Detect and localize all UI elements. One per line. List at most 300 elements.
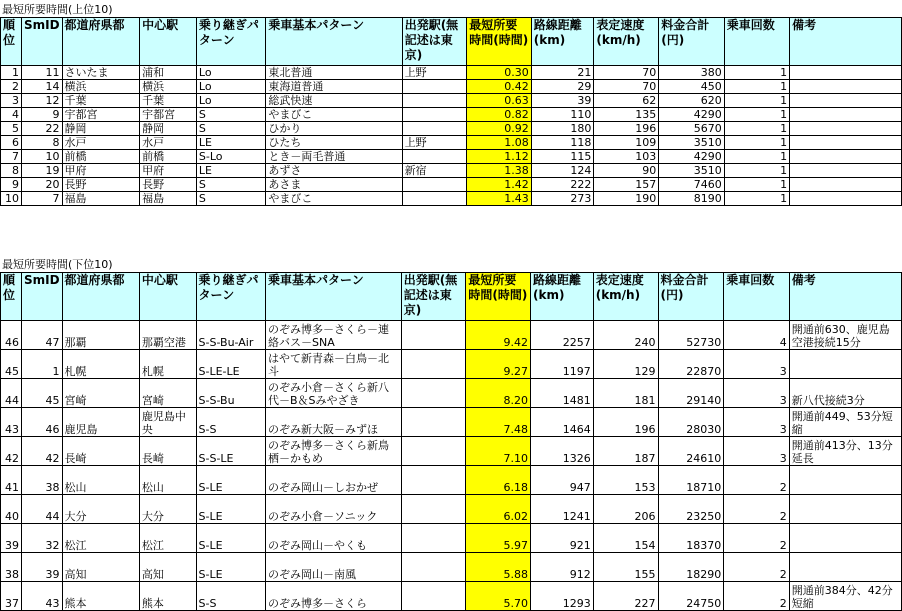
cell-central-station: 札幌 <box>139 350 196 379</box>
cell-basic-pattern: とき－両毛普通 <box>266 150 402 164</box>
cell-distance: 912 <box>530 553 593 582</box>
table-row <box>1 192 902 206</box>
cell-ride-count: 2 <box>724 524 790 553</box>
cell-central-station: 熊本 <box>139 582 196 611</box>
cell-distance: 273 <box>531 192 594 206</box>
cell-min-time: 5.70 <box>466 582 531 611</box>
cell-departure-station <box>401 350 466 379</box>
header-smid: SmID <box>21 18 62 66</box>
header-basic-pattern: 乗車基本パターン <box>266 18 402 66</box>
cell-smid: 32 <box>21 524 62 553</box>
cell-basic-pattern: やまびこ <box>266 192 402 206</box>
cell-remarks <box>789 524 901 553</box>
cell-prefecture: 水戸 <box>62 136 140 150</box>
cell-smid: 12 <box>21 94 62 108</box>
cell-min-time: 5.97 <box>466 524 531 553</box>
table-row <box>1 553 902 582</box>
cell-min-time: 0.92 <box>467 122 532 136</box>
table-row <box>1 80 902 94</box>
table-row <box>1 66 902 80</box>
cell-distance: 1197 <box>530 350 593 379</box>
cell-smid: 47 <box>21 321 62 350</box>
cell-rank: 4 <box>1 108 22 122</box>
cell-transfer-pattern: S <box>196 108 265 122</box>
cell-ride-count: 3 <box>724 379 790 408</box>
cell-min-time: 7.48 <box>466 408 531 437</box>
cell-rank: 46 <box>1 321 22 350</box>
cell-distance: 222 <box>531 178 594 192</box>
cell-central-station: 福島 <box>140 192 197 206</box>
cell-basic-pattern: のぞみ岡山－やくも <box>265 524 401 553</box>
cell-speed: 240 <box>593 321 658 350</box>
cell-basic-pattern: のぞみ岡山－南風 <box>265 553 401 582</box>
cell-remarks: 開通前384分、42分短縮 <box>789 582 901 611</box>
cell-transfer-pattern: LE <box>196 136 265 150</box>
header-ride-count: 乗車回数 <box>724 18 789 66</box>
cell-remarks: 開通前630、鹿児島空港接続15分 <box>789 321 901 350</box>
cell-departure-station <box>401 408 466 437</box>
cell-departure-station <box>402 94 467 108</box>
cell-departure-station <box>401 495 466 524</box>
header-prefecture: 都道府県都 <box>62 273 139 321</box>
cell-ride-count: 3 <box>724 350 790 379</box>
cell-min-time: 1.12 <box>467 150 532 164</box>
cell-remarks: 新八代接続3分 <box>789 379 901 408</box>
cell-smid: 1 <box>21 350 62 379</box>
cell-min-time: 8.20 <box>466 379 531 408</box>
cell-smid: 20 <box>21 178 62 192</box>
cell-central-station: 松山 <box>139 466 196 495</box>
cell-speed: 196 <box>593 408 658 437</box>
cell-prefecture: 松山 <box>62 466 139 495</box>
cell-remarks <box>790 164 902 178</box>
cell-fare: 52730 <box>658 321 724 350</box>
cell-prefecture: 千葉 <box>62 94 140 108</box>
cell-prefecture: 松江 <box>62 524 139 553</box>
cell-transfer-pattern: Lo <box>196 66 265 80</box>
header-speed: 表定速度(km/h) <box>594 18 659 66</box>
table-row <box>1 164 902 178</box>
cell-rank: 37 <box>1 582 22 611</box>
table-row <box>1 582 902 611</box>
cell-smid: 44 <box>21 495 62 524</box>
cell-speed: 70 <box>594 80 659 94</box>
cell-prefecture: 鹿児島 <box>62 408 139 437</box>
cell-rank: 5 <box>1 122 22 136</box>
cell-smid: 11 <box>21 66 62 80</box>
cell-ride-count: 1 <box>724 66 789 80</box>
cell-fare: 24750 <box>658 582 724 611</box>
header-transfer-pattern: 乗り継ぎパターン <box>196 273 265 321</box>
cell-remarks <box>790 178 902 192</box>
cell-fare: 7460 <box>659 178 725 192</box>
cell-departure-station <box>401 466 466 495</box>
cell-speed: 157 <box>594 178 659 192</box>
cell-smid: 10 <box>21 150 62 164</box>
cell-speed: 109 <box>594 136 659 150</box>
table-row <box>1 466 902 495</box>
cell-smid: 46 <box>21 408 62 437</box>
cell-departure-station <box>402 80 467 94</box>
cell-ride-count: 2 <box>724 466 790 495</box>
header-smid: SmID <box>21 273 62 321</box>
cell-min-time: 5.88 <box>466 553 531 582</box>
cell-remarks <box>789 553 901 582</box>
cell-smid: 8 <box>21 136 62 150</box>
cell-remarks <box>790 122 902 136</box>
cell-speed: 129 <box>593 350 658 379</box>
cell-prefecture: 大分 <box>62 495 139 524</box>
cell-departure-station <box>401 524 466 553</box>
cell-transfer-pattern: S-LE-LE <box>196 350 265 379</box>
cell-min-time: 0.42 <box>467 80 532 94</box>
cell-prefecture: 札幌 <box>62 350 139 379</box>
cell-remarks <box>790 108 902 122</box>
header-min-time: 最短所要時間(時間) <box>467 18 532 66</box>
header-prefecture: 都道府県都 <box>62 18 140 66</box>
cell-rank: 44 <box>1 379 22 408</box>
cell-distance: 1293 <box>530 582 593 611</box>
cell-rank: 43 <box>1 408 22 437</box>
cell-basic-pattern: はやて新青森－白鳥－北斗 <box>265 350 401 379</box>
cell-remarks: 開通前413分、13分延長 <box>789 437 901 466</box>
cell-distance: 1481 <box>530 379 593 408</box>
cell-distance: 124 <box>531 164 594 178</box>
cell-smid: 42 <box>21 437 62 466</box>
table-row <box>1 350 902 379</box>
cell-rank: 8 <box>1 164 22 178</box>
cell-basic-pattern: ひかり <box>266 122 402 136</box>
cell-central-station: 那覇空港 <box>139 321 196 350</box>
cell-basic-pattern: あさま <box>266 178 402 192</box>
cell-transfer-pattern: S <box>196 178 265 192</box>
cell-basic-pattern: のぞみ博多－さくら－連絡バス－SNA <box>265 321 401 350</box>
cell-min-time: 9.42 <box>466 321 531 350</box>
cell-remarks <box>790 94 902 108</box>
cell-ride-count: 3 <box>724 437 790 466</box>
cell-rank: 39 <box>1 524 22 553</box>
cell-transfer-pattern: S-Lo <box>196 150 265 164</box>
cell-rank: 45 <box>1 350 22 379</box>
table-row <box>1 524 902 553</box>
cell-distance: 947 <box>530 466 593 495</box>
cell-remarks <box>789 495 901 524</box>
cell-central-station: 長崎 <box>139 437 196 466</box>
cell-prefecture: 前橋 <box>62 150 140 164</box>
cell-ride-count: 1 <box>724 164 789 178</box>
cell-speed: 227 <box>593 582 658 611</box>
cell-distance: 1241 <box>530 495 593 524</box>
cell-central-station: 鹿児島中央 <box>139 408 196 437</box>
header-ride-count: 乗車回数 <box>724 273 790 321</box>
header-fare: 料金合計(円) <box>658 273 724 321</box>
cell-central-station: 浦和 <box>140 66 197 80</box>
cell-transfer-pattern: S-S <box>196 408 265 437</box>
cell-fare: 18710 <box>658 466 724 495</box>
table-row <box>1 379 902 408</box>
cell-fare: 4290 <box>659 150 725 164</box>
cell-basic-pattern: のぞみ博多－さくら新鳥栖－かもめ <box>265 437 401 466</box>
cell-fare: 3510 <box>659 136 725 150</box>
cell-central-station: 静岡 <box>140 122 197 136</box>
table-row <box>1 94 902 108</box>
cell-central-station: 宇都宮 <box>140 108 197 122</box>
cell-departure-station <box>402 108 467 122</box>
table-row <box>1 122 902 136</box>
header-transfer-pattern: 乗り継ぎパターン <box>196 18 265 66</box>
cell-transfer-pattern: S-LE <box>196 495 265 524</box>
header-distance: 路線距離(km) <box>530 273 593 321</box>
cell-speed: 155 <box>593 553 658 582</box>
cell-rank: 1 <box>1 66 22 80</box>
cell-ride-count: 4 <box>724 321 790 350</box>
cell-min-time: 6.18 <box>466 466 531 495</box>
cell-speed: 181 <box>593 379 658 408</box>
cell-central-station: 前橋 <box>140 150 197 164</box>
cell-smid: 45 <box>21 379 62 408</box>
cell-speed: 153 <box>593 466 658 495</box>
cell-ride-count: 1 <box>724 108 789 122</box>
table-row <box>1 150 902 164</box>
cell-ride-count: 1 <box>724 136 789 150</box>
cell-distance: 39 <box>531 94 594 108</box>
cell-transfer-pattern: S-S-Bu-Air <box>196 321 265 350</box>
header-min-time: 最短所要時間(時間) <box>466 273 531 321</box>
cell-departure-station: 上野 <box>402 66 467 80</box>
cell-transfer-pattern: Lo <box>196 80 265 94</box>
cell-min-time: 0.63 <box>467 94 532 108</box>
cell-speed: 196 <box>594 122 659 136</box>
table-row <box>1 408 902 437</box>
cell-central-station: 横浜 <box>140 80 197 94</box>
cell-departure-station <box>401 379 466 408</box>
cell-smid: 7 <box>21 192 62 206</box>
cell-prefecture: 熊本 <box>62 582 139 611</box>
cell-prefecture: 横浜 <box>62 80 140 94</box>
cell-basic-pattern: のぞみ新大阪－みずほ <box>265 408 401 437</box>
cell-central-station: 宮崎 <box>139 379 196 408</box>
cell-distance: 115 <box>531 150 594 164</box>
cell-departure-station <box>402 150 467 164</box>
cell-rank: 10 <box>1 192 22 206</box>
cell-ride-count: 2 <box>724 495 790 524</box>
cell-ride-count: 1 <box>724 192 789 206</box>
cell-distance: 2257 <box>530 321 593 350</box>
cell-remarks <box>789 350 901 379</box>
cell-remarks <box>789 466 901 495</box>
cell-remarks <box>790 80 902 94</box>
cell-fare: 8190 <box>659 192 725 206</box>
header-central-station: 中心駅 <box>140 18 197 66</box>
cell-smid: 38 <box>21 466 62 495</box>
cell-ride-count: 1 <box>724 80 789 94</box>
cell-remarks <box>790 150 902 164</box>
table-row <box>1 437 902 466</box>
cell-transfer-pattern: S-S-Bu <box>196 379 265 408</box>
cell-central-station: 水戸 <box>140 136 197 150</box>
cell-basic-pattern: 総武快速 <box>266 94 402 108</box>
cell-speed: 70 <box>594 66 659 80</box>
table-row <box>1 178 902 192</box>
top-ranking-table <box>0 17 902 206</box>
cell-distance: 29 <box>531 80 594 94</box>
cell-fare: 450 <box>659 80 725 94</box>
cell-ride-count: 1 <box>724 94 789 108</box>
cell-smid: 19 <box>21 164 62 178</box>
header-basic-pattern: 乗車基本パターン <box>265 273 401 321</box>
cell-rank: 3 <box>1 94 22 108</box>
cell-rank: 40 <box>1 495 22 524</box>
cell-prefecture: 甲府 <box>62 164 140 178</box>
cell-prefecture: 宇都宮 <box>62 108 140 122</box>
cell-basic-pattern: やまびこ <box>266 108 402 122</box>
cell-fare: 18290 <box>658 553 724 582</box>
cell-prefecture: 長崎 <box>62 437 139 466</box>
cell-transfer-pattern: S-LE <box>196 466 265 495</box>
cell-rank: 6 <box>1 136 22 150</box>
header-speed: 表定速度(km/h) <box>593 273 658 321</box>
cell-transfer-pattern: S-S-LE <box>196 437 265 466</box>
cell-remarks: 開通前449、53分短縮 <box>789 408 901 437</box>
header-rank: 順位 <box>1 273 22 321</box>
table-row <box>1 108 902 122</box>
cell-distance: 1326 <box>530 437 593 466</box>
cell-prefecture: 高知 <box>62 553 139 582</box>
cell-distance: 1464 <box>530 408 593 437</box>
cell-remarks <box>790 192 902 206</box>
cell-fare: 3510 <box>659 164 725 178</box>
cell-central-station: 松江 <box>139 524 196 553</box>
cell-basic-pattern: あずさ <box>266 164 402 178</box>
cell-ride-count: 2 <box>724 582 790 611</box>
cell-basic-pattern: のぞみ博多－さくら <box>265 582 401 611</box>
header-departure-station: 出発駅(無記述は東京) <box>401 273 466 321</box>
cell-speed: 62 <box>594 94 659 108</box>
cell-prefecture: 長野 <box>62 178 140 192</box>
cell-speed: 154 <box>593 524 658 553</box>
cell-fare: 4290 <box>659 108 725 122</box>
cell-smid: 14 <box>21 80 62 94</box>
cell-smid: 39 <box>21 553 62 582</box>
cell-smid: 22 <box>21 122 62 136</box>
header-distance: 路線距離(km) <box>531 18 594 66</box>
cell-prefecture: 宮崎 <box>62 379 139 408</box>
cell-smid: 9 <box>21 108 62 122</box>
cell-prefecture: 静岡 <box>62 122 140 136</box>
cell-distance: 118 <box>531 136 594 150</box>
cell-basic-pattern: 東北普通 <box>266 66 402 80</box>
cell-basic-pattern: ひたち <box>266 136 402 150</box>
cell-rank: 7 <box>1 150 22 164</box>
cell-speed: 90 <box>594 164 659 178</box>
cell-fare: 23250 <box>658 495 724 524</box>
cell-min-time: 9.27 <box>466 350 531 379</box>
header-central-station: 中心駅 <box>139 273 196 321</box>
cell-fare: 22870 <box>658 350 724 379</box>
cell-fare: 29140 <box>658 379 724 408</box>
cell-speed: 103 <box>594 150 659 164</box>
cell-departure-station <box>402 178 467 192</box>
cell-fare: 28030 <box>658 408 724 437</box>
cell-distance: 921 <box>530 524 593 553</box>
cell-fare: 5670 <box>659 122 725 136</box>
cell-min-time: 6.02 <box>466 495 531 524</box>
cell-ride-count: 1 <box>724 150 789 164</box>
cell-ride-count: 1 <box>724 122 789 136</box>
bottom-section-title: 最短所要時間(下位10) <box>2 258 113 271</box>
cell-remarks <box>790 66 902 80</box>
cell-central-station: 甲府 <box>140 164 197 178</box>
cell-min-time: 1.38 <box>467 164 532 178</box>
cell-transfer-pattern: S <box>196 192 265 206</box>
cell-central-station: 高知 <box>139 553 196 582</box>
cell-min-time: 1.43 <box>467 192 532 206</box>
cell-basic-pattern: のぞみ岡山－しおかぜ <box>265 466 401 495</box>
cell-basic-pattern: 東海道普通 <box>266 80 402 94</box>
cell-departure-station <box>402 192 467 206</box>
cell-transfer-pattern: S-LE <box>196 553 265 582</box>
header-departure-station: 出発駅(無記述は東京) <box>402 18 467 66</box>
header-fare: 料金合計(円) <box>659 18 725 66</box>
cell-distance: 180 <box>531 122 594 136</box>
cell-departure-station <box>401 437 466 466</box>
cell-rank: 42 <box>1 437 22 466</box>
cell-basic-pattern: のぞみ小倉－さくら新八代－B＆Sみやざき <box>265 379 401 408</box>
cell-prefecture: さいたま <box>62 66 140 80</box>
cell-rank: 9 <box>1 178 22 192</box>
cell-transfer-pattern: LE <box>196 164 265 178</box>
cell-ride-count: 2 <box>724 553 790 582</box>
cell-transfer-pattern: S <box>196 122 265 136</box>
cell-min-time: 7.10 <box>466 437 531 466</box>
cell-speed: 190 <box>594 192 659 206</box>
cell-departure-station: 新宿 <box>402 164 467 178</box>
cell-distance: 110 <box>531 108 594 122</box>
cell-min-time: 1.42 <box>467 178 532 192</box>
cell-prefecture: 那覇 <box>62 321 139 350</box>
cell-speed: 206 <box>593 495 658 524</box>
cell-min-time: 1.08 <box>467 136 532 150</box>
cell-ride-count: 1 <box>724 178 789 192</box>
cell-fare: 380 <box>659 66 725 80</box>
cell-central-station: 長野 <box>140 178 197 192</box>
header-rank: 順位 <box>1 18 22 66</box>
cell-min-time: 0.82 <box>467 108 532 122</box>
cell-remarks <box>790 136 902 150</box>
cell-fare: 24610 <box>658 437 724 466</box>
cell-rank: 2 <box>1 80 22 94</box>
cell-speed: 135 <box>594 108 659 122</box>
header-remarks: 備考 <box>790 18 902 66</box>
cell-transfer-pattern: S-LE <box>196 524 265 553</box>
cell-departure-station <box>401 582 466 611</box>
table-row <box>1 495 902 524</box>
cell-central-station: 大分 <box>139 495 196 524</box>
cell-central-station: 千葉 <box>140 94 197 108</box>
cell-smid: 43 <box>21 582 62 611</box>
cell-prefecture: 福島 <box>62 192 140 206</box>
top-section-title: 最短所要時間(上位10) <box>2 3 113 16</box>
cell-departure-station <box>401 321 466 350</box>
cell-transfer-pattern: S-S <box>196 582 265 611</box>
bottom-ranking-table <box>0 272 902 611</box>
cell-transfer-pattern: Lo <box>196 94 265 108</box>
table-row <box>1 321 902 350</box>
header-remarks: 備考 <box>789 273 901 321</box>
cell-basic-pattern: のぞみ小倉－ソニック <box>265 495 401 524</box>
cell-departure-station <box>401 553 466 582</box>
cell-departure-station: 上野 <box>402 136 467 150</box>
